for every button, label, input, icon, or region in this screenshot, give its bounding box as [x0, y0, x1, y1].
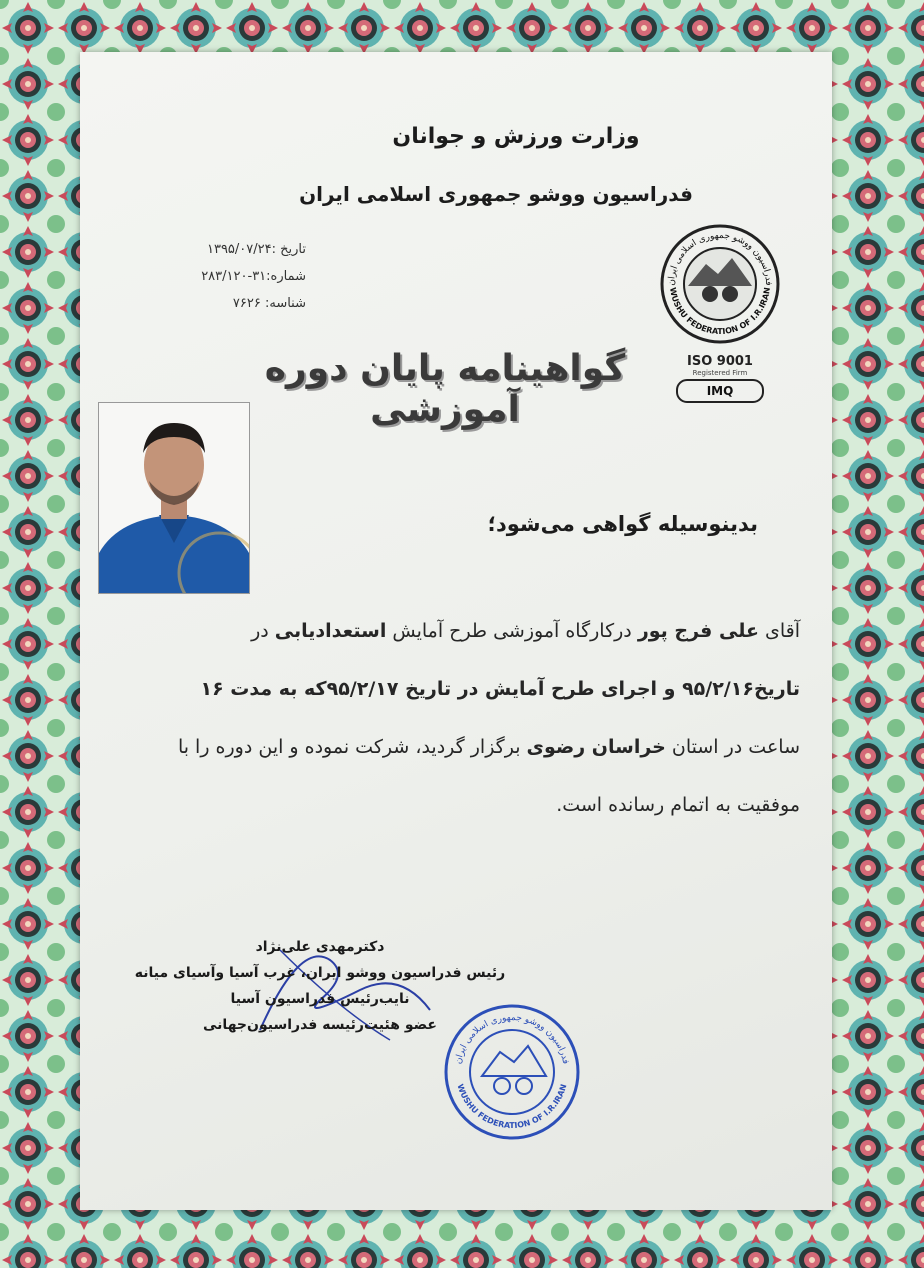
logo-ring-en: WUSHU FEDERATION OF I.R.IRAN	[667, 286, 772, 337]
certificate-body	[120, 602, 800, 834]
federation-logo	[658, 222, 782, 346]
certificate-paper	[80, 52, 832, 1210]
body-text-fragment: در	[251, 620, 275, 642]
certificate-title: گواهینامه پایان دوره آموزشی	[264, 348, 626, 430]
reference-number: شماره:۳۱-۲۸۳/۱۲۰	[201, 269, 306, 284]
official-stamp	[442, 1002, 582, 1142]
body-line-1	[120, 602, 800, 660]
body-text-fragment: آقای	[758, 620, 800, 642]
body-text-fragment: برگزار گردید، شرکت نموده و این دوره را با	[177, 736, 527, 758]
logo-ring-fa: فدراسیون ووشو جمهوری اسلامی ایران	[666, 230, 774, 286]
person-portrait-icon	[99, 403, 249, 593]
reference-id: شناسه: ۷۶۲۶	[232, 296, 306, 311]
signatory-role-2: نایب‌رئیس فدراسیون آسیا	[230, 991, 410, 1007]
attestation-text: بدینوسیله گواهی می‌شود؛	[487, 512, 758, 536]
body-dates: تاریخ۹۵/۲/۱۶ و اجرای طرح آمایش در تاریخ ۹۵/۲/۱۷که به مدت ۱۶	[200, 678, 800, 700]
body-line-3	[120, 718, 800, 776]
body-text-fragment: ساعت در استان	[665, 736, 800, 758]
recipient-photo	[98, 402, 250, 594]
reference-date: تاریخ :۱۳۹۵/۰۷/۲۴	[206, 242, 306, 257]
stamp-ring-fa: فدراسیون ووشو جمهوری اسلامی ایران	[453, 1012, 571, 1065]
signatory-name: دکترمهدی علی‌نژاد	[255, 939, 385, 955]
body-line-2	[120, 660, 800, 718]
province-name: خراسان رضوی	[526, 736, 666, 758]
signatory-role-3: عضو هئیت‌رئیسه فدراسیون‌جهانی	[203, 1017, 437, 1033]
recipient-name: علی فرج پور	[637, 620, 759, 642]
signatory-role-1: رئیس فدراسیون ووشو ایران، غرب آسیا وآسیای میانه	[134, 965, 506, 981]
body-line-4: موفقیت به اتمام رسانده است.	[556, 794, 800, 816]
iso-certification	[670, 354, 770, 403]
ministry-heading: وزارت ورزش و جوانان	[392, 124, 640, 149]
program-name: استعدادیابی	[274, 620, 387, 642]
iso-badge: IMQ	[676, 379, 764, 403]
reference-block	[116, 236, 306, 317]
federation-heading: فدراسیون ووشو جمهوری اسلامی ایران	[299, 182, 693, 206]
body-text-fragment: درکارگاه آموزشی طرح آمایش	[386, 620, 638, 642]
iso-title: ISO 9001	[687, 354, 753, 369]
stamp-ring-en: WUSHU FEDERATION OF I.R.IRAN	[455, 1082, 569, 1131]
iso-subtitle: Registered Firm	[692, 369, 748, 377]
